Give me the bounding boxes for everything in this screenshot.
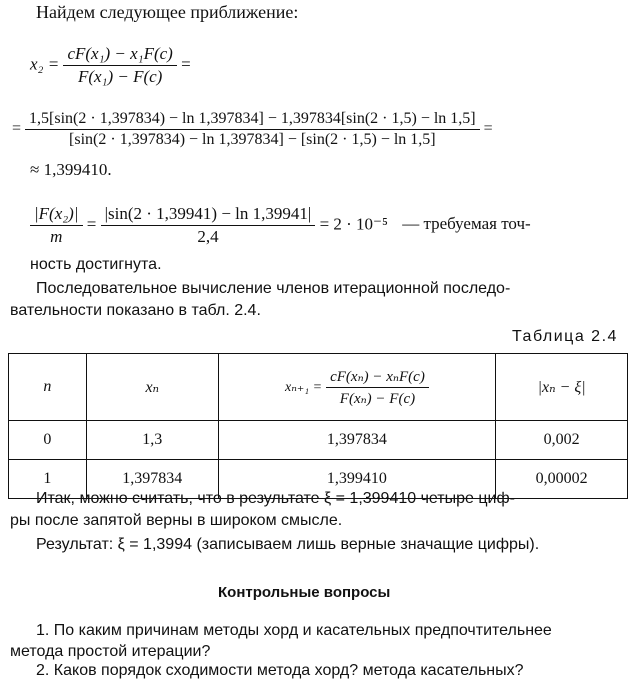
- question-1-line1: 1. По каким причинам методы хорд и касательных предпочтительнее: [36, 622, 552, 639]
- paragraph-sequence-line2: вательности показано в табл. 2.4.: [10, 302, 261, 319]
- accuracy-fraction-left: [30, 204, 83, 247]
- question-1-line2: метода простой итерации?: [10, 643, 211, 660]
- header-xn-label: xₙ: [145, 379, 160, 396]
- accuracy-equals: =: [86, 214, 97, 234]
- header-xn: [86, 354, 218, 421]
- paragraph-conclusion-line1: Итак, можно считать, что в результате ξ = 1,399410 четыре циф-: [36, 490, 515, 507]
- accuracy-fraction-right-denominator: 2,4: [197, 227, 219, 246]
- intro-text: Найдем следующее приближение:: [36, 2, 299, 22]
- header-xnext-lhs: xₙ₊₁ =: [285, 379, 323, 395]
- equation-x2-lhs: x₂ =: [30, 54, 60, 74]
- header-n-label: n: [43, 378, 52, 395]
- equation-x2: [30, 44, 191, 87]
- cell-diff: 0,00002: [496, 460, 628, 499]
- section-heading: Контрольные вопросы: [218, 584, 391, 601]
- equation-substitution-tail: =: [483, 120, 493, 138]
- table-caption: Таблица 2.4: [512, 328, 618, 345]
- equation-x2-fraction: [63, 44, 176, 87]
- accuracy-comment: — требуемая точ-: [402, 214, 531, 234]
- equation-x2-denominator: F(x₁) − F(c): [77, 67, 163, 86]
- table-row: [9, 421, 628, 460]
- accuracy-fraction-left-denominator: m: [50, 227, 63, 246]
- cell-n: 0: [9, 421, 87, 460]
- header-xnext: [218, 354, 496, 421]
- equation-substitution: [12, 110, 493, 149]
- cell-xnext: 1,397834: [218, 421, 496, 460]
- paragraph-sequence-line1: Последовательное вычисление членов итерационной последо-: [36, 280, 511, 297]
- equation-x2-tail: =: [181, 54, 191, 74]
- cell-xn: 1,397834: [86, 460, 218, 499]
- equation-accuracy: [30, 204, 531, 247]
- cell-xnext: 1,399410: [218, 460, 496, 499]
- accuracy-achieved-line: ность достигнута.: [30, 256, 162, 273]
- equation-substitution-fraction: [25, 110, 480, 149]
- equation-approx: ≈ 1,399410.: [30, 160, 112, 179]
- cell-diff: 0,002: [496, 421, 628, 460]
- paragraph-conclusion-line2: ры после запятой верны в широком смысле.: [10, 512, 343, 529]
- accuracy-result: = 2 · 10⁻⁵: [319, 214, 388, 234]
- cell-n: 1: [9, 460, 87, 499]
- accuracy-fraction-right: [101, 204, 316, 247]
- header-diff-label: |xₙ − ξ|: [537, 379, 586, 396]
- accuracy-fraction-left-numerator: |F(x₂)|: [30, 204, 83, 226]
- header-n: [9, 354, 87, 421]
- header-xnext-numerator: cF(xₙ) − xₙF(c): [326, 367, 429, 388]
- equation-substitution-denominator: [sin(2 · 1,397834) − ln 1,397834] − [sin(2 · 1,5) − ln 1,5]: [69, 131, 436, 148]
- accuracy-fraction-right-numerator: |sin(2 · 1,39941) − ln 1,39941|: [101, 204, 316, 226]
- iteration-table: [8, 353, 628, 499]
- equation-substitution-numerator: 1,5[sin(2 · 1,397834) − ln 1,397834] − 1,397834[sin(2 · 1,5) − ln 1,5]: [25, 110, 480, 130]
- question-2-line1: 2. Каков порядок сходимости метода хорд? метода касательных?: [36, 662, 524, 679]
- equation-x2-numerator: cF(x₁) − x₁F(c): [63, 44, 176, 66]
- cell-xn: 1,3: [86, 421, 218, 460]
- table-header-row: [9, 354, 628, 421]
- header-diff: [496, 354, 628, 421]
- result-line: Результат: ξ = 1,3994 (записываем лишь верные значащие цифры).: [36, 536, 540, 553]
- equation-substitution-lead: =: [12, 120, 22, 138]
- header-xnext-fraction: [326, 367, 429, 408]
- header-xnext-denominator: F(xₙ) − F(c): [339, 390, 416, 407]
